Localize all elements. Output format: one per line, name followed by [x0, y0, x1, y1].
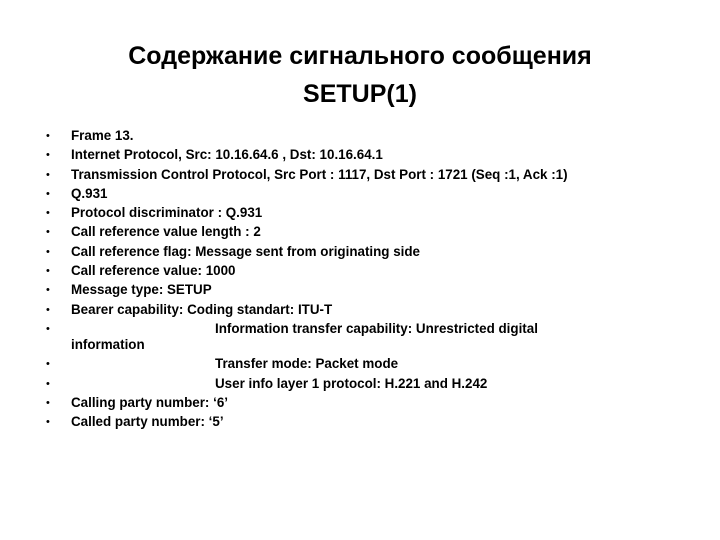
- bullet-icon: •: [46, 130, 50, 142]
- bullet-item-call-reference-value: [46, 263, 686, 279]
- bullet-icon: •: [46, 284, 50, 297]
- bullet-item-transfer-capability: [46, 321, 686, 353]
- bullet-item-call-reference-flag: [46, 244, 686, 260]
- slide-title: [40, 37, 680, 113]
- bullet-text: Frame 13.: [71, 128, 134, 143]
- bullet-item-internet-protocol: [46, 147, 686, 163]
- bullet-text: Transfer mode: Packet mode: [215, 356, 399, 372]
- bullet-text: Calling party number: ‘6’: [71, 394, 228, 410]
- bullet-item-message-type: [46, 282, 686, 298]
- bullet-item-tcp: [46, 167, 686, 183]
- bullet-icon: •: [46, 226, 50, 239]
- bullet-item-call-reference-length: [46, 224, 686, 240]
- bullet-text: User info layer 1 protocol: H.221 and H.242: [215, 375, 488, 391]
- bullet-item-called-party: [46, 414, 686, 430]
- bullet-icon: •: [46, 207, 50, 220]
- bullet-icon: •: [46, 303, 50, 316]
- bullet-icon: •: [46, 245, 50, 258]
- bullet-icon: •: [46, 396, 50, 409]
- bullet-icon: •: [46, 265, 50, 278]
- bullet-item-q931: [46, 186, 686, 202]
- bullet-icon: •: [46, 187, 50, 200]
- bullet-text-continuation: information: [71, 336, 145, 352]
- bullet-icon: •: [46, 168, 50, 181]
- bullet-text: Bearer capability: Coding standart: ITU-T: [71, 301, 333, 317]
- bullet-text: Internet Protocol, Src: 10.16.64.6 , Dst: 10.16.64.1: [71, 147, 383, 163]
- slide-title-line-2: SETUP(1): [303, 80, 417, 108]
- bullet-text: Q.931: [71, 185, 108, 201]
- bullet-text: Protocol discriminator : Q.931: [71, 205, 263, 221]
- bullet-icon: •: [46, 149, 50, 162]
- bullet-text: Call reference value length : 2: [71, 224, 261, 240]
- bullet-item-frame: [46, 128, 686, 144]
- bullet-icon: •: [46, 377, 50, 390]
- bullet-item-transfer-mode: [46, 356, 686, 372]
- bullet-icon: •: [46, 416, 50, 429]
- bullet-item-user-info-layer: [46, 376, 686, 392]
- bullet-icon: •: [46, 358, 50, 371]
- bullet-text: Call reference flag: Message sent from originating side: [71, 243, 420, 259]
- slide-title-line-1: Содержание сигнального сообщения: [128, 42, 592, 70]
- bullet-text: Transmission Control Protocol, Src Port : 1117, Dst Port : 1721 (Seq :1, Ack :1): [71, 166, 568, 182]
- bullet-item-protocol-discriminator: [46, 205, 686, 221]
- bullet-text: Call reference value: 1000: [71, 263, 236, 279]
- bullet-text: Message type: SETUP: [71, 282, 212, 298]
- bullet-text: Information transfer capability: Unrestricted digital: [215, 320, 538, 336]
- bullet-text: Called party number: ‘5’: [71, 414, 224, 430]
- bullet-icon: •: [46, 322, 50, 335]
- bullet-item-calling-party: [46, 395, 686, 411]
- bullet-item-bearer-capability: [46, 302, 686, 318]
- bullet-list: [46, 128, 686, 433]
